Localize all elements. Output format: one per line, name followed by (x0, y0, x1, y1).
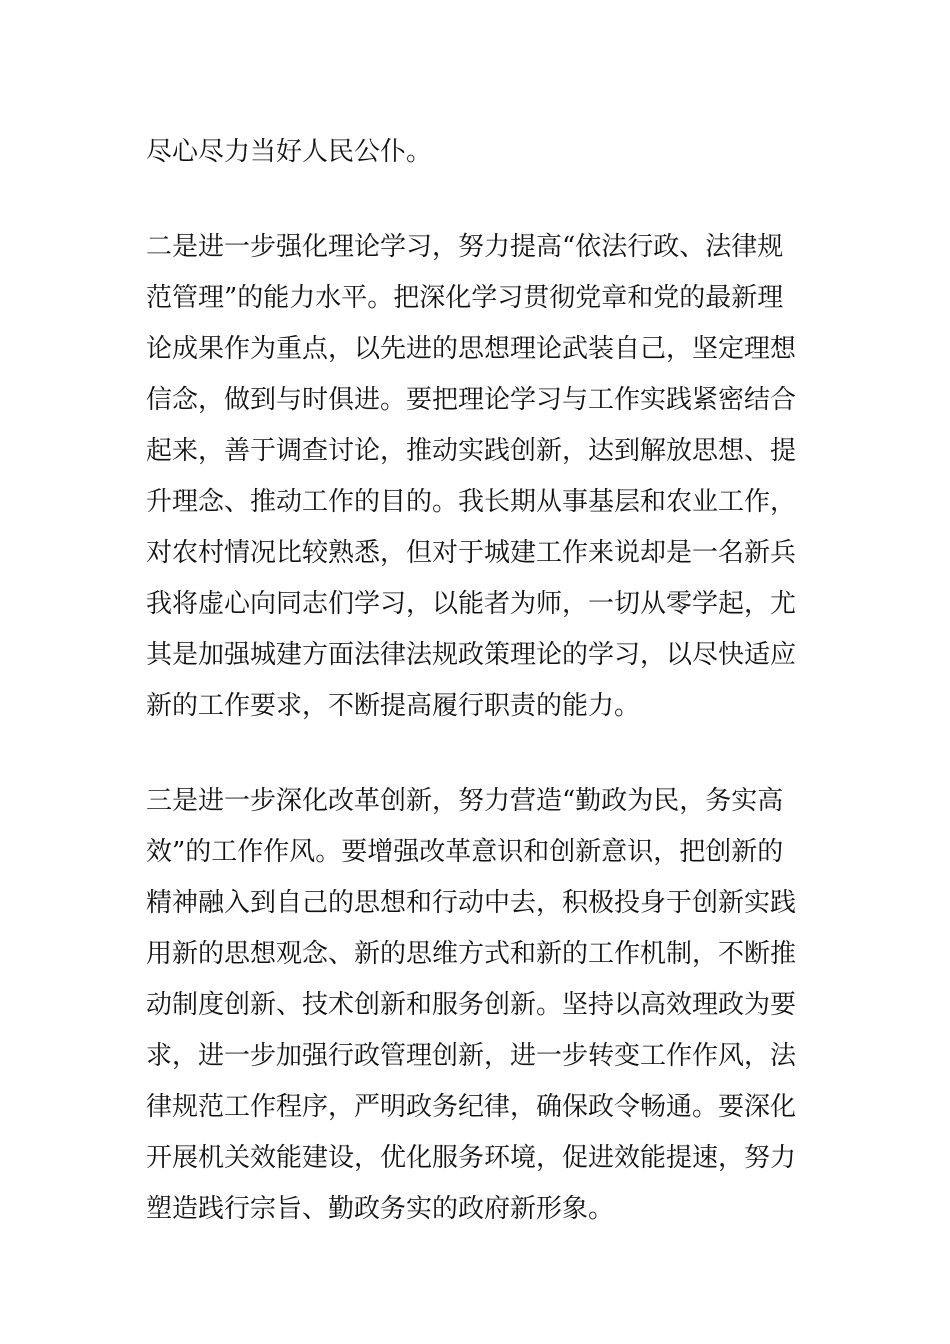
text-line: 其是加强城建方面法律法规政策理论的学习，以尽快适应 (146, 640, 797, 670)
text-line: 尽心尽力当好人民公仆。 (146, 137, 433, 167)
text-line: 二是进一步强化理论学习，努力提高“依法行政、法律规 (146, 232, 784, 262)
text-line: 我将虚心向同志们学习，以能者为师，一切从零学起，尤 (146, 589, 797, 619)
text-line: 新的工作要求，不断提高履行职责的能力。 (146, 691, 641, 721)
text-line: 塑造践行宗旨、勤政务实的政府新形象。 (146, 1194, 615, 1224)
text-line: 升理念、推动工作的目的。我长期从事基层和农业工作， (146, 487, 797, 517)
text-line: 动制度创新、技术创新和服务创新。坚持以高效理政为要 (146, 990, 797, 1020)
text-line: 精神融入到自己的思想和行动中去，积极投身于创新实践 (146, 888, 797, 918)
text-line: 求，进一步加强行政管理创新，进一步转变工作作风，法 (146, 1041, 797, 1071)
text-line: 用新的思想观念、新的思维方式和新的工作机制，不断推 (146, 939, 797, 969)
text-line: 对农村情况比较熟悉，但对于城建工作来说却是一名新兵 (146, 538, 797, 568)
text-line: 律规范工作程序，严明政务纪律，确保政令畅通。要深化 (146, 1092, 797, 1122)
text-line: 效”的工作作风。要增强改革意识和创新意识，把创新的 (146, 837, 784, 867)
text-line: 起来，善于调查讨论，推动实践创新，达到解放思想、提 (146, 436, 797, 466)
text-line: 论成果作为重点，以先进的思想理论武装自己，坚定理想 (146, 334, 797, 364)
text-line: 三是进一步深化改革创新，努力营造“勤政为民，务实高 (146, 786, 784, 816)
text-line: 开展机关效能建设，优化服务环境，促进效能提速，努力 (146, 1143, 797, 1173)
text-line: 范管理”的能力水平。把深化学习贯彻党章和党的最新理 (146, 283, 784, 313)
text-line: 信念，做到与时俱进。要把理论学习与工作实践紧密结合 (146, 385, 797, 415)
